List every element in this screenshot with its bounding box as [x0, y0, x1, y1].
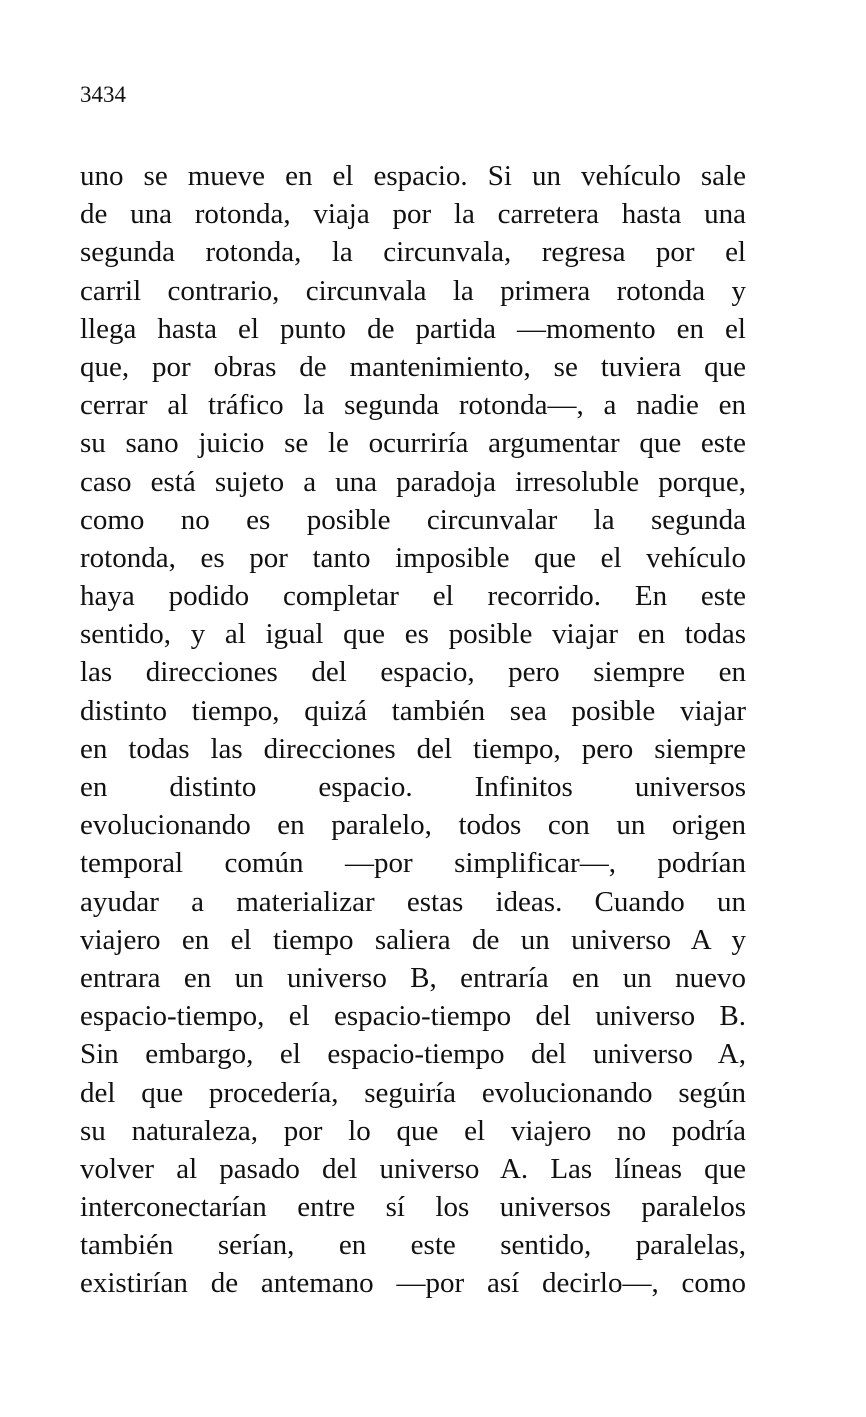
text-line: las direcciones del espacio, pero siempre en — [80, 656, 746, 689]
text-line: uno se mueve en el espacio. Si un vehículo sale — [80, 160, 746, 192]
text-line: existirían de antemano —por así decirlo—, como — [80, 1267, 746, 1300]
text-line: también serían, en este sentido, paralelas, — [80, 1229, 746, 1262]
text-line: del que procedería, seguiría evolucionando según — [80, 1076, 746, 1109]
text-line: cerrar al tráfico la segunda rotonda—, a nadie en — [80, 389, 746, 422]
text-line: volver al pasado del universo A. Las líneas que — [80, 1152, 746, 1185]
text-line: interconectarían entre sí los universos paralelos — [80, 1191, 746, 1224]
text-line: carril contrario, circunvala la primera rotonda y — [80, 274, 746, 307]
text-line: sentido, y al igual que es posible viajar en todas — [80, 618, 746, 651]
text-line: rotonda, es por tanto imposible que el vehículo — [80, 541, 746, 574]
text-line: temporal común —por simplificar—, podrían — [80, 847, 746, 880]
text-line: que, por obras de mantenimiento, se tuviera que — [80, 350, 746, 383]
text-line: llega hasta el punto de partida —momento en el — [80, 312, 746, 345]
text-line: viajero en el tiempo saliera de un universo A y — [80, 923, 746, 956]
text-line: segunda rotonda, la circunvala, regresa por el — [80, 236, 746, 269]
text-line: su naturaleza, por lo que el viajero no podría — [80, 1114, 746, 1147]
text-line: espacio-tiempo, el espacio-tiempo del universo B. — [80, 1000, 746, 1033]
text-line: de una rotonda, viaja por la carretera hasta una — [80, 198, 746, 231]
text-line: distinto tiempo, quizá también sea posible viajar — [80, 694, 746, 727]
text-line: su sano juicio se le ocurriría argumentar que este — [80, 427, 746, 460]
text-line: caso está sujeto a una paradoja irresoluble porque, — [80, 465, 746, 498]
text-line: como no es posible circunvalar la segunda — [80, 503, 746, 536]
text-line: en distinto espacio. Infinitos universos — [80, 771, 746, 803]
text-line: Sin embargo, el espacio-tiempo del universo A, — [80, 1038, 746, 1071]
body-paragraph — [80, 157, 746, 1303]
text-line: evolucionando en paralelo, todos con un origen — [80, 809, 746, 842]
page-number: 3434 — [80, 82, 126, 107]
text-line: en todas las direcciones del tiempo, pero siempre — [80, 732, 746, 765]
text-line: ayudar a materializar estas ideas. Cuando un — [80, 885, 746, 918]
text-line: haya podido completar el recorrido. En este — [80, 580, 746, 613]
text-line: entrara en un universo B, entraría en un nuevo — [80, 961, 746, 994]
